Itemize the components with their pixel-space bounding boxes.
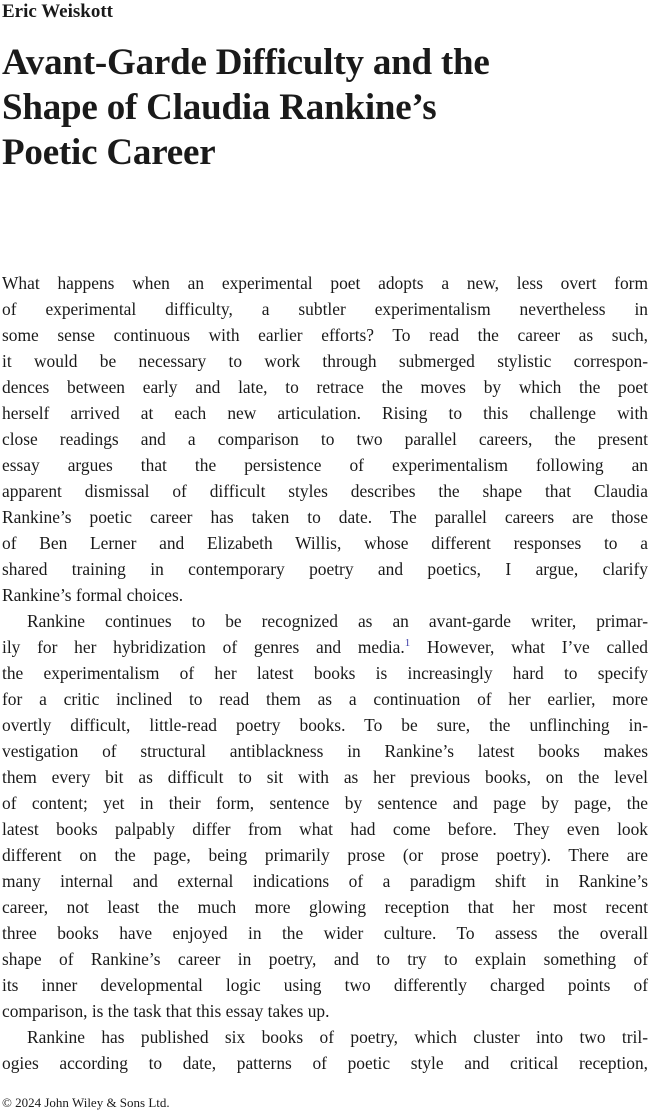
text-line: herself arrived at each new articulation. Rising to this challenge with: [2, 403, 648, 423]
text-line: Rankine has published six books of poetry, which cluster into two tril-: [27, 1027, 648, 1047]
text-line: apparent dismissal of difficult styles describes the shape that Claudia: [2, 481, 648, 501]
text-line: dences between early and late, to retrace the moves by which the poet: [2, 377, 648, 397]
text-line: comparison, is the task that this essay takes up.: [2, 1001, 330, 1021]
title-line: Avant-Garde Difficulty and the: [2, 42, 490, 83]
text-line: career, not least the much more glowing reception that her most recent: [2, 897, 648, 917]
title-line: Poetic Career: [2, 132, 216, 173]
text-line: three books have enjoyed in the wider culture. To assess the overall: [2, 923, 648, 943]
text-line: shared training in contemporary poetry and poetics, I argue, clarify: [2, 559, 648, 579]
text-line: essay argues that the persistence of experimentalism following an: [2, 455, 648, 475]
text-line: overtly difficult, little-read poetry books. To be sure, the unflinching in-: [2, 715, 648, 735]
text-line: ogies according to date, patterns of poetic style and critical reception,: [2, 1053, 648, 1073]
copyright-footer: © 2024 John Wiley & Sons Ltd.: [2, 1095, 170, 1110]
text-segment: However, what I’ve called: [410, 637, 648, 657]
text-line: of Ben Lerner and Elizabeth Willis, whose different responses to a: [2, 533, 648, 553]
paragraph: [2, 608, 648, 1024]
text-segment: ily for her hybridization of genres and media.: [2, 637, 405, 657]
text-line: latest books palpably differ from what had come before. They even look: [2, 819, 648, 839]
text-line: Rankine continues to be recognized as an avant-garde writer, primar-: [27, 611, 648, 631]
text-line: many internal and external indications of a paradigm shift in Rankine’s: [2, 871, 648, 891]
text-line: vestigation of structural antiblackness in Rankine’s latest books makes: [2, 741, 648, 761]
text-line: What happens when an experimental poet adopts a new, less overt form: [2, 273, 648, 293]
text-line: for a critic inclined to read them as a continuation of her earlier, more: [2, 689, 648, 709]
title-line: Shape of Claudia Rankine’s: [2, 87, 437, 128]
text-line: shape of Rankine’s career in poetry, and to try to explain something of: [2, 949, 648, 969]
text-line: Rankine’s poetic career has taken to date. The parallel careers are those: [2, 507, 648, 527]
text-line: Rankine’s formal choices.: [2, 585, 184, 605]
text-line: its inner developmental logic using two differently charged points of: [2, 975, 648, 995]
text-line: close readings and a comparison to two parallel careers, the present: [2, 429, 648, 449]
text-line: of experimental difficulty, a subtler experimentalism nevertheless in: [2, 299, 648, 319]
text-line: the experimentalism of her latest books is increasingly hard to specify: [2, 663, 648, 683]
author-name: Eric Weiskott: [2, 1, 114, 22]
paragraph: [2, 1024, 648, 1076]
text-line: some sense continuous with earlier efforts? To read the career as such,: [2, 325, 648, 345]
article-title: [2, 40, 642, 175]
text-line: of content; yet in their form, sentence by sentence and page by page, the: [2, 793, 648, 813]
text-line: [2, 634, 648, 660]
article-body: [2, 270, 648, 1076]
text-line: it would be necessary to work through submerged stylistic correspon-: [2, 351, 648, 371]
text-line: them every bit as difficult to sit with as her previous books, on the level: [2, 767, 648, 787]
paragraph: [2, 270, 648, 608]
footnote-link[interactable]: 1: [404, 637, 411, 649]
text-line: different on the page, being primarily prose (or prose poetry). There are: [2, 845, 648, 865]
